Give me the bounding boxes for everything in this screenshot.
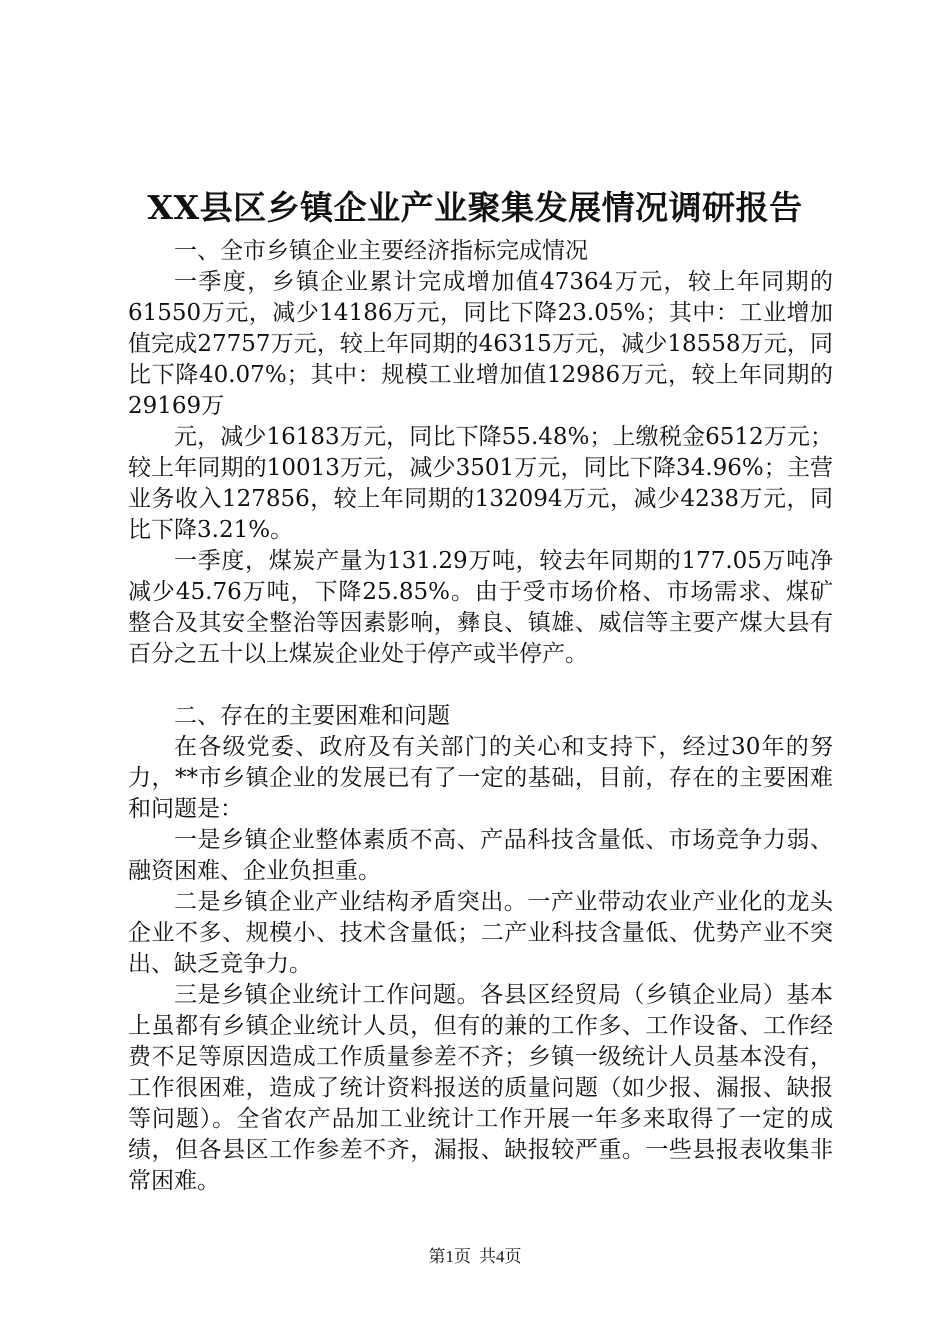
paragraph: 一季度，乡镇企业累计完成增加值47364万元，较上年同期的61550万元，减少14186万元，同比下降23.05%；其中：工业增加值完成27757万元，较上年同期的46315万元，减少18558万元，同比下降40.07%；其中：规模工业增加值12986万元，较上年同期的29169万: [128, 269, 833, 419]
section-heading-2: 二、存在的主要困难和问题: [174, 703, 450, 729]
paragraph: 一是乡镇企业整体素质不高、产品科技含量低、市场竞争力弱、融资困难、企业负担重。: [128, 827, 833, 884]
page-footer: [0, 1246, 950, 1268]
page-total: 共4页: [479, 1247, 522, 1266]
document-body: [128, 236, 833, 1197]
paragraph: 在各级党委、政府及有关部门的关心和支持下，经过30年的努力，**市乡镇企业的发展已有了一定的基础，目前，存在的主要困难和问题是：: [128, 734, 833, 822]
document-title: XX县区乡镇企业产业聚集发展情况调研报告: [147, 188, 803, 227]
paragraph: 元，减少16183万元，同比下降55.48%；上缴税金6512万元；较上年同期的10013万元，减少3501万元，同比下降34.96%；主营业务收入127856，较上年同期的132094万元，减少4238万元，同比下降3.21%。: [128, 424, 833, 543]
paragraph: 三是乡镇企业统计工作问题。各县区经贸局（乡镇企业局）基本上虽都有乡镇企业统计人员，但有的兼的工作多、工作设备、工作经费不足等原因造成工作质量参差不齐；乡镇一级统计人员基本没有，工作很困难，造成了统计资料报送的质量问题（如少报、漏报、缺报等问题）。全省农产品加工业统计工作开展一年多来取得了一定的成绩，但各县区工作参差不齐，漏报、缺报较严重。一些县报表收集非常困难。: [128, 982, 833, 1194]
section-heading-1: 一、全市乡镇企业主要经济指标完成情况: [174, 238, 588, 264]
paragraph: 一季度，煤炭产量为131.29万吨，较去年同期的177.05万吨净减少45.76万吨，下降25.85%。由于受市场价格、市场需求、煤矿整合及其安全整治等因素影响，彝良、镇雄、威信等主要产煤大县有百分之五十以上煤炭企业处于停产或半停产。: [128, 548, 833, 667]
page-number: 第1页: [428, 1247, 471, 1266]
paragraph: 二是乡镇企业产业结构矛盾突出。一产业带动农业产业化的龙头企业不多、规模小、技术含量低；二产业科技含量低、优势产业不突出、缺乏竞争力。: [128, 889, 833, 977]
